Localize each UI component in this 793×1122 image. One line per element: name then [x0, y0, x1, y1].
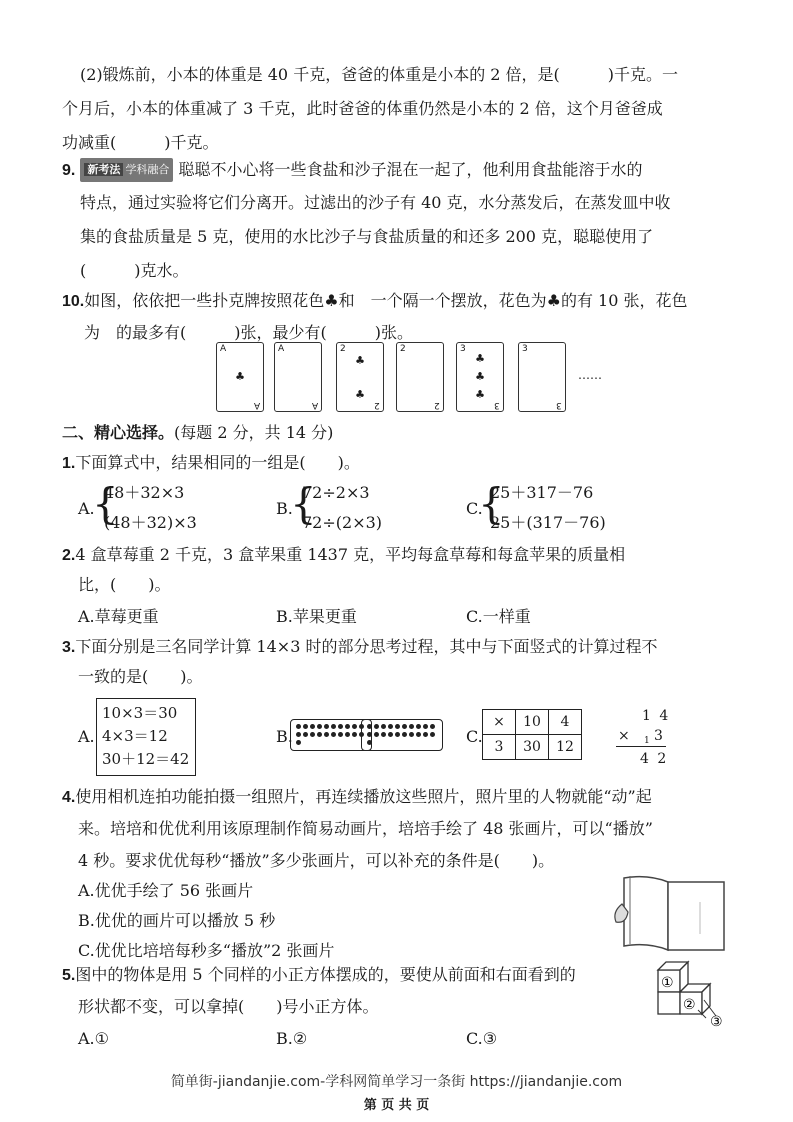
option-b-expr-2: 72÷(2×3) [302, 513, 383, 532]
dot [402, 724, 407, 729]
dot-array-right [361, 719, 443, 751]
card-rank: 3 [460, 344, 466, 354]
c4-option-a: A.优优手绘了 56 张画片 [78, 881, 254, 900]
footer-source: 简单街-jiandanjie.com-学科网简单学习一条街 https://jiandanjie.com [170, 1074, 623, 1090]
dot [303, 732, 308, 737]
grid-cell: 12 [549, 735, 582, 760]
cube-mark-1: ① [661, 975, 674, 991]
playing-card [336, 342, 384, 412]
q9-line-3: 集的食盐质量是 5 克，使用的水比沙子与食盐质量的和还多 200 克，聪聪使用了 [80, 227, 654, 246]
c3-option-c-label: C. [466, 727, 483, 746]
cube-mark-2: ② [683, 997, 696, 1013]
option-a-label: A. [78, 499, 95, 518]
dot [367, 724, 372, 729]
club-icon: ♣ [475, 352, 485, 365]
dot [381, 724, 386, 729]
c4-line-2: 来。培培和优优利用该原理制作简易动画片，培培手绘了 48 张画片，可以“播放” [78, 819, 653, 838]
dot [338, 724, 343, 729]
playing-card [518, 342, 566, 412]
c5-option-a: A.① [78, 1029, 109, 1048]
vertical-top: 1 4 [642, 708, 671, 724]
grid-cell: 10 [516, 710, 549, 735]
choice-question-1: 1.下面算式中，结果相同的一组是( )。 [62, 453, 360, 472]
vertical-multiplier: 3 [654, 728, 663, 744]
dot [324, 724, 329, 729]
choice-question-5: 5.图中的物体是用 5 个同样的小正方体摆成的，要使从前面和右面看到的 [62, 965, 576, 984]
club-icon: ♣ [475, 370, 485, 383]
club-icon: ♣ [355, 354, 365, 367]
dot [296, 732, 301, 737]
club-icon: ♣ [355, 388, 365, 401]
dot [395, 724, 400, 729]
dot [402, 732, 407, 737]
c2-option-c: C.一样重 [466, 607, 531, 626]
c4-line-3: 4 秒。要求优优每秒“播放”多少张画片，可以补充的条件是( )。 [78, 851, 555, 870]
dot [352, 724, 357, 729]
c3-a-step-3: 30＋12＝42 [102, 750, 190, 768]
option-c-expr-2: 25＋(317－76) [490, 513, 606, 532]
playing-card [274, 342, 322, 412]
dot [345, 724, 350, 729]
vertical-mul-sign: × [618, 728, 630, 744]
c3-option-b-label: B. [276, 727, 293, 746]
dot [409, 724, 414, 729]
c4-option-b: B.优优的画片可以播放 5 秒 [78, 911, 276, 930]
dot [423, 724, 428, 729]
section-2-heading: 二、精心选择。(每题 2 分，共 14 分) [62, 423, 334, 442]
dot [374, 732, 379, 737]
club-icon: ♣ [235, 370, 245, 383]
question-9 [62, 158, 643, 182]
choice-question-3: 3.下面分别是三名同学计算 14×3 时的部分思考过程，其中与下面竖式的计算过程不 [62, 637, 658, 656]
grid-cell: 4 [549, 710, 582, 735]
grid-cell: 3 [483, 735, 516, 760]
q9-line-2: 特点，通过实验将它们分离开。过滤出的沙子有 40 克，水分蒸发后，在蒸发皿中收 [80, 193, 671, 212]
card-rank: A [253, 400, 260, 410]
new-method-badge: 新考法 学科融合 [80, 158, 173, 182]
dot [430, 732, 435, 737]
c2-option-b: B.苹果更重 [276, 607, 357, 626]
c3-a-step-2: 4×3＝12 [102, 727, 168, 745]
option-b-expr-1: 72÷2×3 [302, 483, 370, 502]
dot [374, 724, 379, 729]
choice-question-4: 4.使用相机连拍功能拍摄一组照片，再连续播放这些照片，照片里的人物就能“动”起 [62, 787, 652, 806]
brace-b: { [290, 479, 317, 528]
dot [317, 732, 322, 737]
c3-line-2: 一致的是( )。 [78, 667, 203, 686]
dot [310, 724, 315, 729]
multiplication-grid [482, 709, 582, 760]
q9-line-1: 聪聪不小心将一些食盐和沙子混在一起了，他利用食盐能溶于水的 [178, 160, 643, 179]
q10-line-2: 为 的最多有( )张，最少有( )张。 [84, 323, 413, 342]
dot [381, 732, 386, 737]
dot [388, 732, 393, 737]
c5-option-b: B.② [276, 1029, 308, 1048]
card-rank: 3 [556, 400, 562, 410]
c3-option-a-label: A. [78, 727, 95, 746]
dot [367, 732, 372, 737]
c5-option-c: C.③ [466, 1029, 498, 1048]
card-rank: 2 [434, 400, 440, 410]
brace-a: { [92, 479, 119, 528]
dot [310, 732, 315, 737]
c3-a-step-1: 10×3＝30 [102, 704, 178, 722]
dot [388, 724, 393, 729]
c4-option-c: C.优优比培培每秒多“播放”2 张画片 [78, 941, 335, 960]
q10-line-1: 如图，依依把一些扑克牌按照花色♣和 一个隔一个摆放，花色为♣的有 10 张，花色 [84, 291, 688, 310]
option-a-expr-1: 48＋32×3 [104, 483, 185, 502]
dot [324, 732, 329, 737]
dot [296, 724, 301, 729]
option-a-expr-2: (48＋32)×3 [104, 513, 197, 532]
cards-ellipsis: …… [578, 368, 602, 382]
dot [303, 724, 308, 729]
grid-cell: 30 [516, 735, 549, 760]
vertical-carry: 1 [644, 736, 650, 746]
question-10 [62, 290, 687, 313]
c2-option-a: A.草莓更重 [78, 607, 159, 626]
club-icon: ♣ [475, 388, 485, 401]
q8-2-line-2: 个月后，小本的体重减了 3 千克，此时爸爸的体重仍然是小本的 2 倍，这个月爸爸成 [62, 99, 663, 118]
q8-2-line-1: (2)锻炼前，小本的体重是 40 千克，爸爸的体重是小本的 2 倍，是( )千克。一 [80, 65, 679, 84]
vertical-line [616, 746, 666, 747]
dot [331, 724, 336, 729]
card-rank: 3 [522, 344, 528, 354]
option-c-expr-1: 25＋317－76 [490, 483, 594, 502]
dot [367, 740, 372, 745]
question-number: 9. [62, 162, 76, 179]
card-rank: 2 [340, 344, 346, 354]
playing-card [216, 342, 264, 412]
cubes-illustration [654, 954, 738, 1032]
dot-array-left [290, 719, 372, 751]
footer-page: 第 页 共 页 [363, 1098, 430, 1113]
dot [352, 732, 357, 737]
dot [331, 732, 336, 737]
card-rank: 2 [374, 400, 380, 410]
grid-cell: × [483, 710, 516, 735]
dot [317, 724, 322, 729]
dot [430, 724, 435, 729]
c2-line-2: 比，( )。 [78, 575, 171, 594]
card-rank: A [278, 344, 285, 354]
dot [296, 740, 301, 745]
brace-c: { [478, 479, 505, 528]
card-rank: 2 [400, 344, 406, 354]
c5-line-2: 形状都不变，可以拿掉( )号小正方体。 [78, 997, 379, 1016]
card-rank: A [311, 400, 318, 410]
dot [416, 724, 421, 729]
dot [416, 732, 421, 737]
card-rank: A [220, 344, 227, 354]
cube-mark-3: ③ [710, 1014, 723, 1030]
option-b-label: B. [276, 499, 293, 518]
dot [395, 732, 400, 737]
dot [409, 732, 414, 737]
playing-card [456, 342, 504, 412]
choice-question-2: 2.4 盒草莓重 2 千克，3 盒苹果重 1437 克，平均每盒草莓和每盒苹果的质量相 [62, 545, 626, 564]
playing-card [396, 342, 444, 412]
dot [423, 732, 428, 737]
q8-2-line-3: 功减重( )千克。 [62, 133, 219, 152]
question-number: 10. [62, 293, 85, 310]
q9-line-4: ( )克水。 [80, 261, 189, 280]
dot [338, 732, 343, 737]
flipbook-illustration [608, 872, 728, 956]
vertical-result: 4 2 [640, 751, 669, 767]
card-rank: 3 [494, 400, 500, 410]
dot [345, 732, 350, 737]
option-c-label: C. [466, 499, 483, 518]
